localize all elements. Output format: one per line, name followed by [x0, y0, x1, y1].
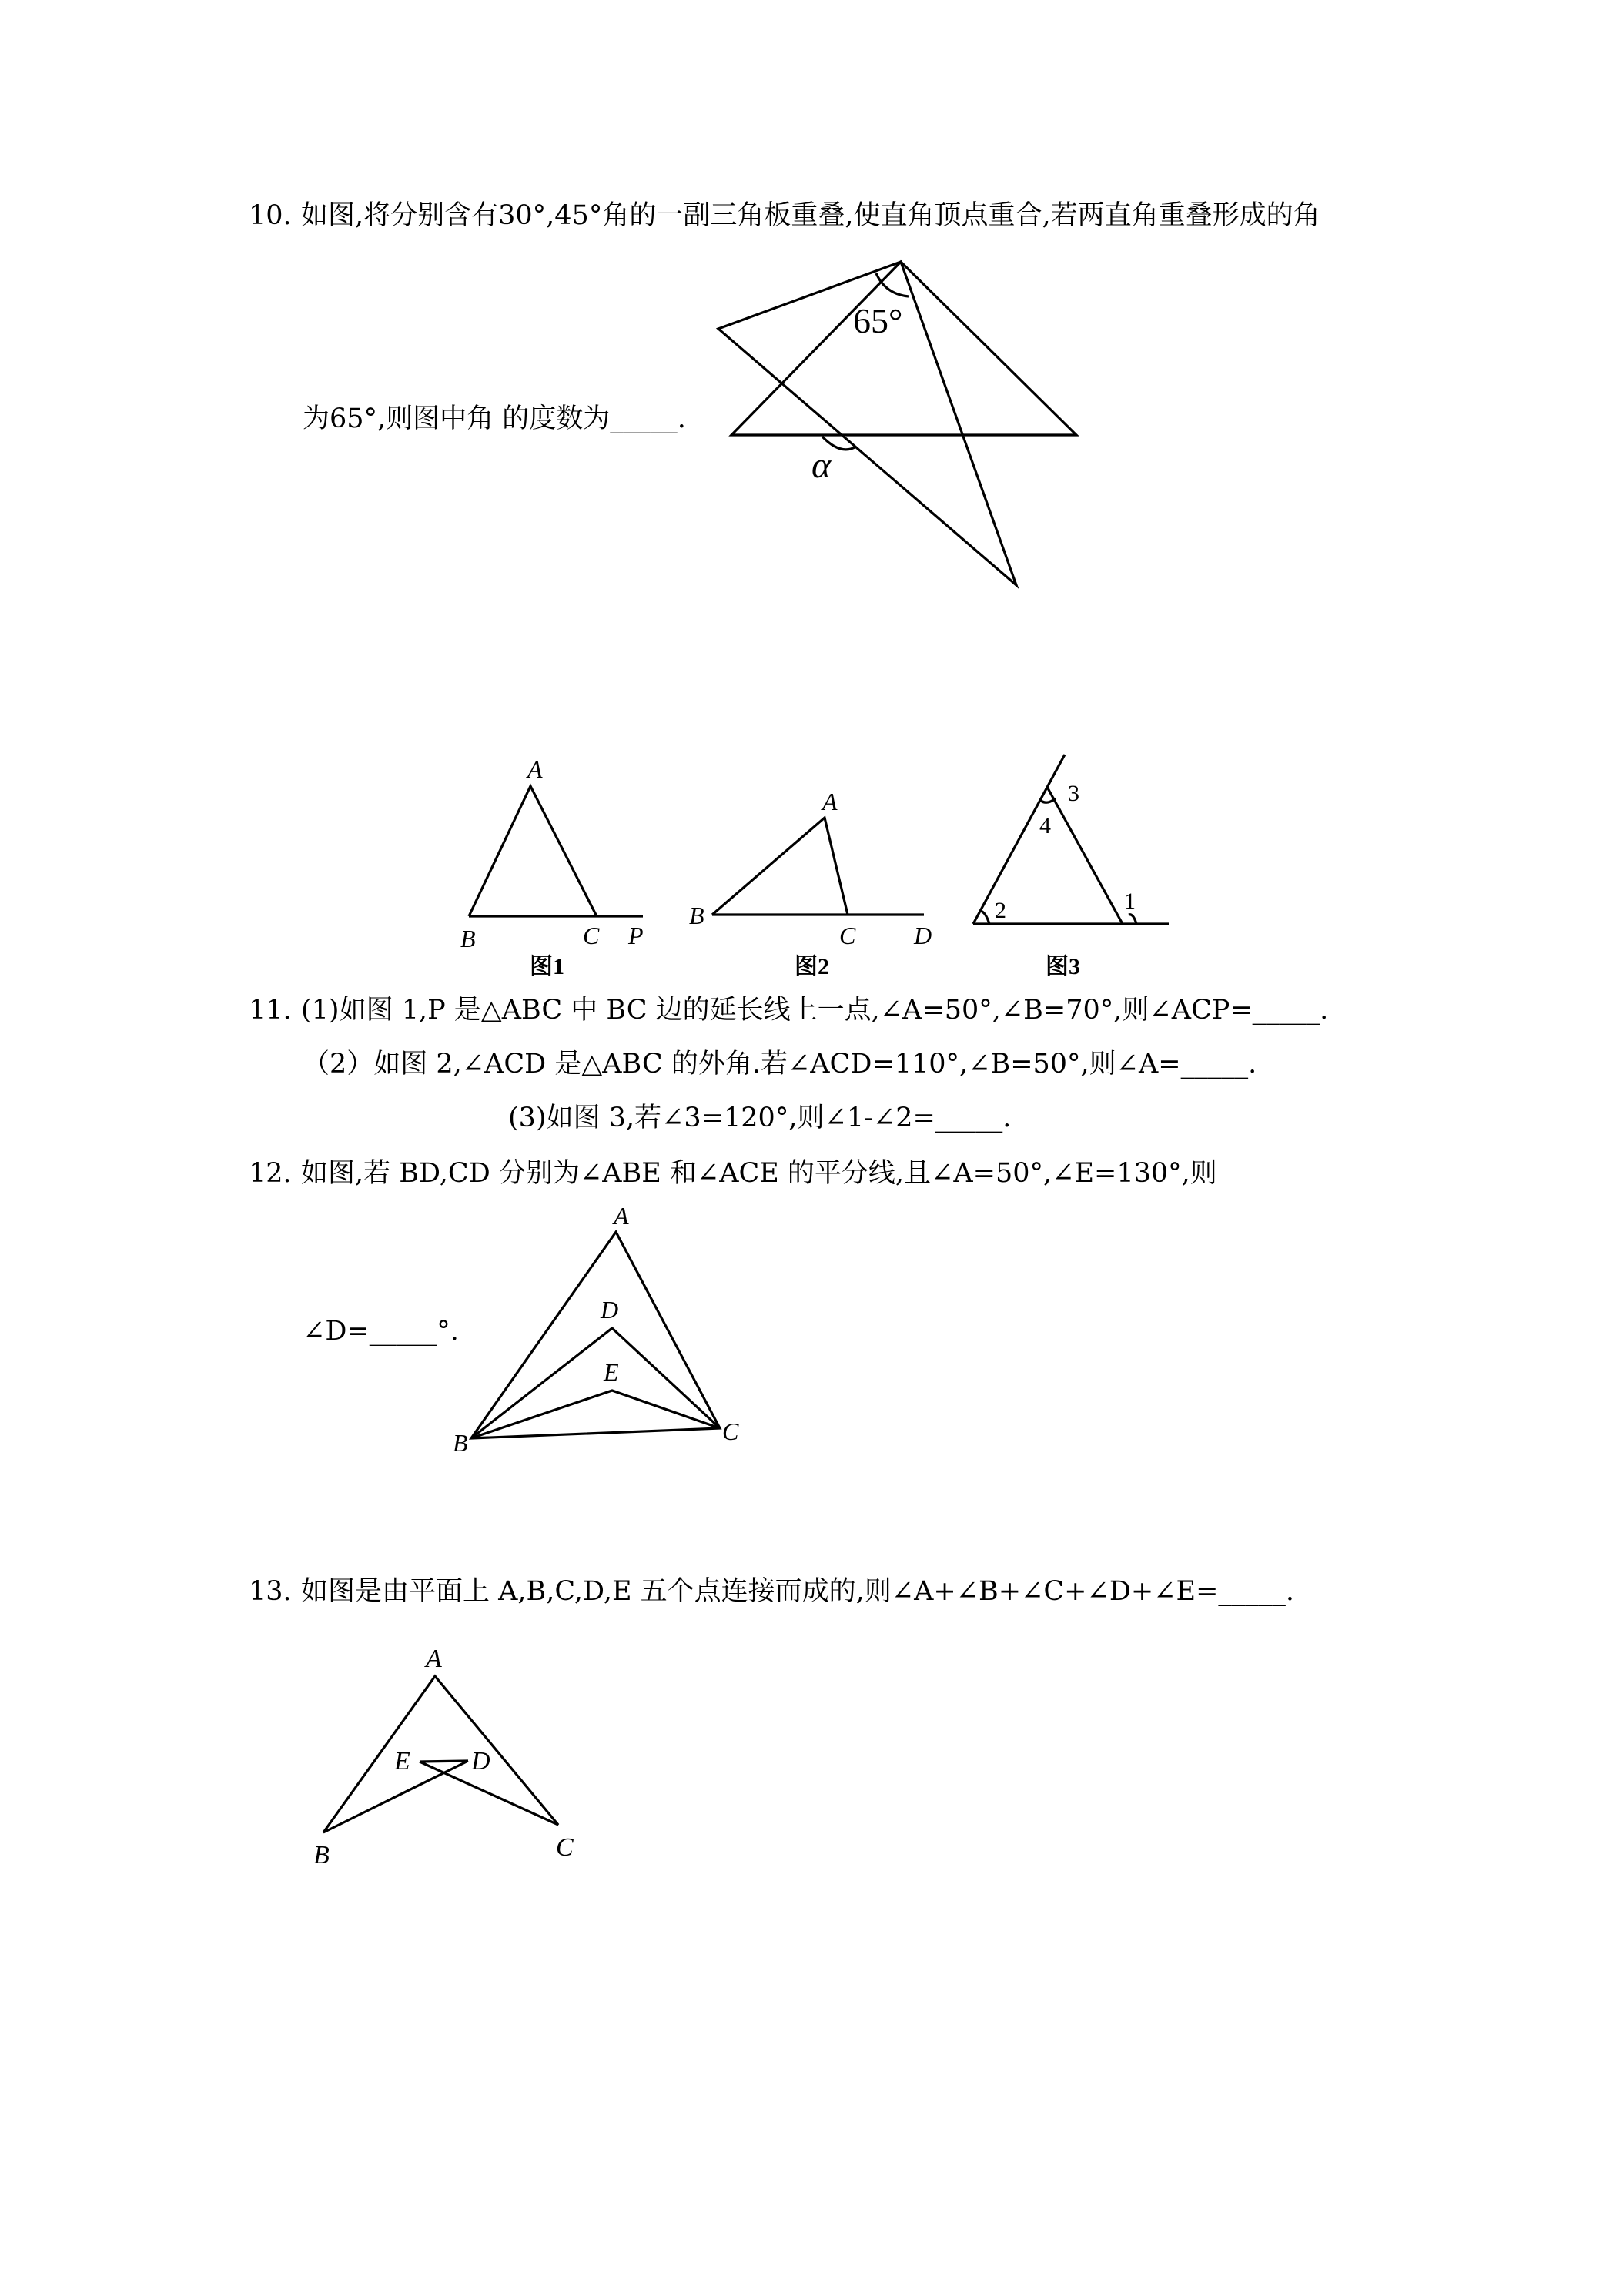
q10-text-line2: 为65°,则图中角 的度数为_____. — [303, 403, 686, 434]
q12-number: 12. — [249, 1158, 292, 1189]
q13-label-B: B — [313, 1841, 330, 1869]
q13-text-line1: 如图是由平面上 A,B,C,D,E 五个点连接而成的,则∠A+∠B+∠C+∠D+∠E=_____. — [301, 1576, 1295, 1607]
fig3-caption: 图3 — [1046, 954, 1080, 979]
q11-text-part1: (1)如图 1,P 是△ABC 中 BC 边的延长线上一点,∠A=50°,∠B=70°,则∠ACP=_____. — [301, 995, 1329, 1026]
q11-number: 11. — [249, 995, 292, 1026]
q12-label-E: E — [604, 1358, 619, 1386]
fig2-label-D: D — [914, 922, 932, 949]
q13-label-D: D — [471, 1747, 490, 1776]
fig1-caption: 图1 — [530, 954, 564, 979]
q10-number: 10. — [249, 200, 292, 231]
q12-text-line2: ∠D=_____°. — [303, 1316, 459, 1347]
q10-text-line1: 如图,将分别含有30°,45°角的一副三角板重叠,使直角顶点重合,若两直角重叠形成的角 — [301, 200, 1320, 231]
q10-label-65: 65° — [853, 301, 903, 340]
fig2-label-C: C — [839, 922, 856, 949]
fig3-label-4: 4 — [1039, 813, 1051, 838]
fig2-caption: 图2 — [795, 954, 829, 979]
fig1-label-P: P — [628, 922, 644, 949]
q13-path-E-B-A-C-D — [323, 1676, 558, 1832]
q12-label-C: C — [722, 1417, 739, 1445]
q12-label-D: D — [601, 1296, 619, 1324]
q12-label-A: A — [614, 1202, 629, 1230]
q11-text-part2: （2）如图 2,∠ACD 是△ABC 的外角.若∠ACD=110°,∠B=50°,则∠A=_____. — [303, 1049, 1257, 1079]
fig1-label-B: B — [460, 925, 476, 952]
q13-number: 13. — [249, 1576, 292, 1607]
fig3-label-1: 1 — [1124, 889, 1136, 914]
fig1-label-C: C — [583, 922, 600, 949]
fig3-label-2: 2 — [995, 898, 1006, 923]
fig2-label-B: B — [689, 902, 704, 929]
q13-label-C: C — [556, 1833, 574, 1862]
fig1-label-A: A — [527, 755, 543, 783]
q11-text-part3: (3)如图 3,若∠3=120°,则∠1-∠2=_____. — [508, 1103, 1012, 1133]
fig3-label-3: 3 — [1068, 781, 1079, 806]
q12-label-B: B — [453, 1429, 468, 1457]
fig2-label-A: A — [822, 788, 838, 815]
q13-label-E: E — [394, 1747, 410, 1776]
q13-segment-ED — [420, 1761, 468, 1762]
q12-text-line1: 如图,若 BD,CD 分别为∠ABE 和∠ACE 的平分线,且∠A=50°,∠E=130°,则 — [301, 1158, 1217, 1189]
q10-label-alpha: α — [812, 445, 832, 486]
q13-label-A: A — [426, 1645, 442, 1673]
